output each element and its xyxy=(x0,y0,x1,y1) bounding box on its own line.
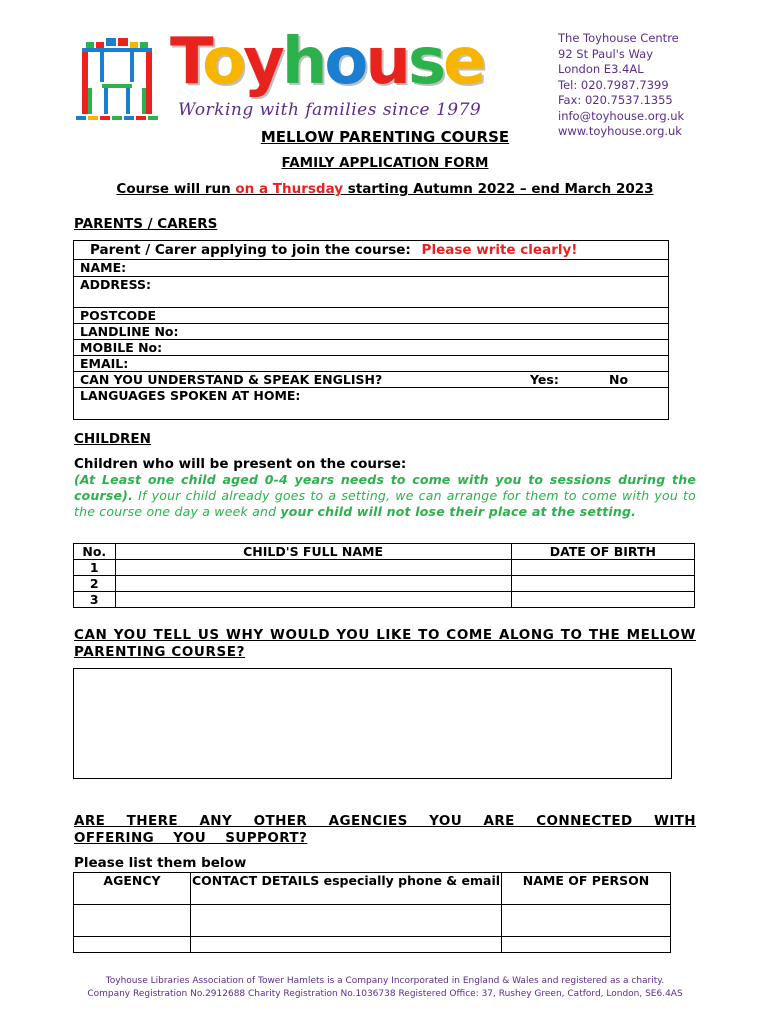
contact-email[interactable]: info@toyhouse.org.uk xyxy=(558,108,685,123)
contact-cell[interactable] xyxy=(191,937,502,953)
logo-letter: u xyxy=(365,25,408,99)
table-row xyxy=(74,905,671,937)
contact-website[interactable]: www.toyhouse.org.uk xyxy=(558,124,682,138)
col-name-header: CHILD'S FULL NAME xyxy=(115,544,511,560)
parent-details-box xyxy=(73,240,669,420)
children-note-plain: If your child already goes to a setting, we can arrange for them to come with you to the course one day a week and xyxy=(74,488,696,519)
write-clearly-note: Please write clearly! xyxy=(421,242,578,258)
col-no-header: No. xyxy=(74,544,116,560)
agency-cell[interactable] xyxy=(74,937,191,953)
contact-line: Fax: 020.7537.1355 xyxy=(558,93,673,107)
name-field[interactable]: NAME: xyxy=(80,260,127,275)
course-run-day: on a Thursday xyxy=(235,181,344,197)
address-field[interactable]: ADDRESS: xyxy=(80,277,152,292)
table-row xyxy=(74,576,695,592)
logo-letter: h xyxy=(281,25,325,99)
col-dob-header: DATE OF BIRTH xyxy=(511,544,694,560)
table-row xyxy=(74,560,695,576)
mobile-field[interactable]: MOBILE No: xyxy=(80,340,163,355)
course-run-prefix: Course will run xyxy=(116,181,236,197)
english-no-option[interactable]: No xyxy=(609,372,629,387)
child-name-cell[interactable] xyxy=(115,576,511,592)
toyhouse-building-icon xyxy=(72,36,162,126)
course-run-line xyxy=(0,181,770,197)
table-row xyxy=(74,592,695,608)
child-dob-cell[interactable] xyxy=(511,560,694,576)
contact-block xyxy=(558,31,758,140)
why-question: CAN YOU TELL US WHY WOULD YOU LIKE TO COME ALONG TO THE MELLOW PARENTING COURSE? xyxy=(74,627,696,660)
postcode-field[interactable]: POSTCODE xyxy=(80,308,157,323)
contact-line: The Toyhouse Centre xyxy=(558,31,679,45)
languages-field[interactable]: LANGUAGES SPOKEN AT HOME: xyxy=(80,388,301,403)
table-header-row xyxy=(74,873,671,905)
logo-letter: o xyxy=(202,25,244,99)
parents-heading: PARENTS / CARERS xyxy=(74,216,218,232)
logo-letter: y xyxy=(243,25,282,99)
agencies-list-label: Please list them below xyxy=(74,855,247,871)
contact-line: London E3.4AL xyxy=(558,62,644,76)
page-title: MELLOW PARENTING COURSE xyxy=(260,128,510,146)
child-dob-cell[interactable] xyxy=(511,576,694,592)
contact-line: Tel: 020.7987.7399 xyxy=(558,77,669,92)
col-contact-header: CONTACT DETAILS especially phone & email xyxy=(191,873,502,905)
footer-line-1: Toyhouse Libraries Association of Tower Hamlets is a Company Incorporated in England & Wales and registered as a charity. xyxy=(105,976,665,986)
child-number: 1 xyxy=(74,560,116,576)
email-field[interactable]: EMAIL: xyxy=(80,356,129,371)
children-note-bold2: your child will not lose their place at the setting. xyxy=(280,504,637,519)
col-person-header: NAME OF PERSON xyxy=(502,873,671,905)
person-cell[interactable] xyxy=(502,937,671,953)
form-subtitle: FAMILY APPLICATION FORM xyxy=(281,155,489,171)
footer-line-2: Company Registration No.2912688 Charity Registration No.1036738 Registered Office: 37, Rushey Green, Catford, London, SE6.4AS xyxy=(87,989,683,999)
course-run-suffix: starting Autumn 2022 – end March 2023 xyxy=(343,181,654,197)
agency-cell[interactable] xyxy=(74,905,191,937)
person-cell[interactable] xyxy=(502,905,671,937)
children-table xyxy=(73,543,695,608)
english-question: CAN YOU UNDERSTAND & SPEAK ENGLISH? xyxy=(80,372,383,387)
logo-letter: s xyxy=(407,25,444,99)
logo-letter: e xyxy=(443,25,484,99)
child-name-cell[interactable] xyxy=(115,560,511,576)
child-dob-cell[interactable] xyxy=(511,592,694,608)
contact-cell[interactable] xyxy=(191,905,502,937)
contact-line: 92 St Paul's Way xyxy=(558,46,653,61)
tagline: Working with families since 1979 xyxy=(178,100,482,120)
table-row xyxy=(74,937,671,953)
english-yes-option[interactable]: Yes: xyxy=(530,372,559,387)
children-note-bold: (At Least one child aged 0-4 years needs to come with you to sessions during the course). xyxy=(74,472,696,503)
child-number: 3 xyxy=(74,592,116,608)
parent-box-title xyxy=(90,241,577,259)
children-heading: CHILDREN xyxy=(74,431,151,447)
parent-box-title-text: Parent / Carer applying to join the course: xyxy=(90,242,411,258)
child-number: 2 xyxy=(74,576,116,592)
logo-letter: o xyxy=(324,25,366,99)
footer xyxy=(0,975,770,1001)
child-name-cell[interactable] xyxy=(115,592,511,608)
children-note xyxy=(74,472,696,520)
why-answer-box[interactable] xyxy=(73,668,672,779)
logo-letter: T xyxy=(170,25,203,99)
landline-field[interactable]: LANDLINE No: xyxy=(80,324,179,339)
children-intro: Children who will be present on the course: xyxy=(74,456,407,472)
agencies-question: ARE THERE ANY OTHER AGENCIES YOU ARE CONNECTED WITH OFFERING YOU SUPPORT? xyxy=(74,813,696,846)
table-header-row xyxy=(74,544,695,560)
toyhouse-logo xyxy=(170,22,483,102)
agencies-table xyxy=(73,872,671,953)
col-agency-header: AGENCY xyxy=(74,873,191,905)
